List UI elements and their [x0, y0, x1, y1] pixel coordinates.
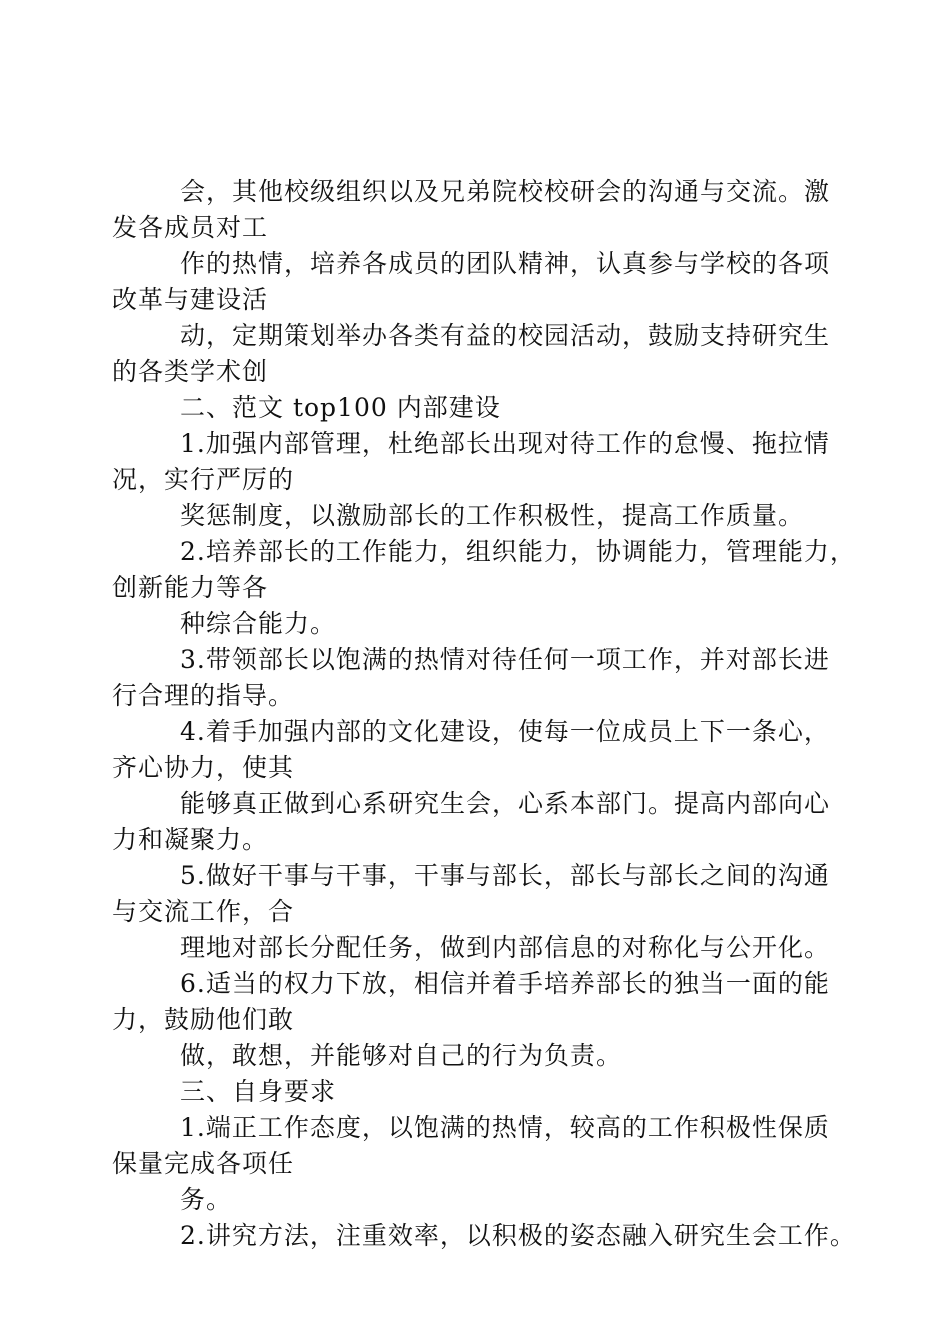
text-line: 4.着手加强内部的文化建设，使每一位成员上下一条心，: [180, 717, 830, 746]
text-line: 务。: [180, 1185, 233, 1214]
text-line: 做，敢想，并能够对自己的行为负责。: [180, 1041, 623, 1070]
text-line: 1.端正工作态度，以饱满的热情，较高的工作积极性保质: [180, 1113, 830, 1142]
text-line: 行合理的指导。: [112, 681, 295, 710]
text-line: 能够真正做到心系研究生会，心系本部门。提高内部向心: [180, 789, 831, 818]
section-heading: 三、自身要求: [180, 1077, 337, 1106]
text-line: 动，定期策划举办各类有益的校园活动，鼓励支持研究生: [180, 321, 831, 350]
text-line: 5.做好干事与干事，干事与部长，部长与部长之间的沟通: [180, 861, 830, 890]
text-line: 力，鼓励他们敢: [112, 1005, 295, 1034]
text-line: 与交流工作，合: [112, 897, 295, 926]
text-line: 6.适当的权力下放，相信并着手培养部长的独当一面的能: [180, 969, 830, 998]
text-line: 作的热情，培养各成员的团队精神，认真参与学校的各项: [180, 249, 831, 278]
text-line: 创新能力等各: [112, 573, 269, 602]
text-line: 保量完成各项任: [112, 1149, 295, 1178]
text-line: 发各成员对工: [112, 213, 269, 242]
text-line: 改革与建设活: [112, 285, 269, 314]
text-line: 理地对部长分配任务，做到内部信息的对称化与公开化。: [180, 933, 831, 962]
text-line: 的各类学术创: [112, 357, 269, 386]
text-line: 齐心协力，使其: [112, 753, 295, 782]
text-line: 3.带领部长以饱满的热情对待任何一项工作，并对部长进: [180, 645, 830, 674]
section-heading: 二、范文 top100 内部建设: [180, 393, 501, 422]
text-line: 种综合能力。: [180, 609, 337, 638]
text-line: 2.培养部长的工作能力，组织能力，协调能力，管理能力，: [180, 537, 856, 566]
text-line: 奖惩制度，以激励部长的工作积极性，提高工作质量。: [180, 501, 805, 530]
text-line: 2.讲究方法，注重效率，以积极的姿态融入研究生会工作。: [180, 1221, 856, 1250]
text-line: 会，其他校级组织以及兄弟院校校研会的沟通与交流。激: [180, 177, 831, 206]
text-line: 况，实行严厉的: [112, 465, 295, 494]
text-line: 1.加强内部管理，杜绝部长出现对待工作的怠慢、拖拉情: [180, 429, 830, 458]
text-line: 力和凝聚力。: [112, 825, 269, 854]
